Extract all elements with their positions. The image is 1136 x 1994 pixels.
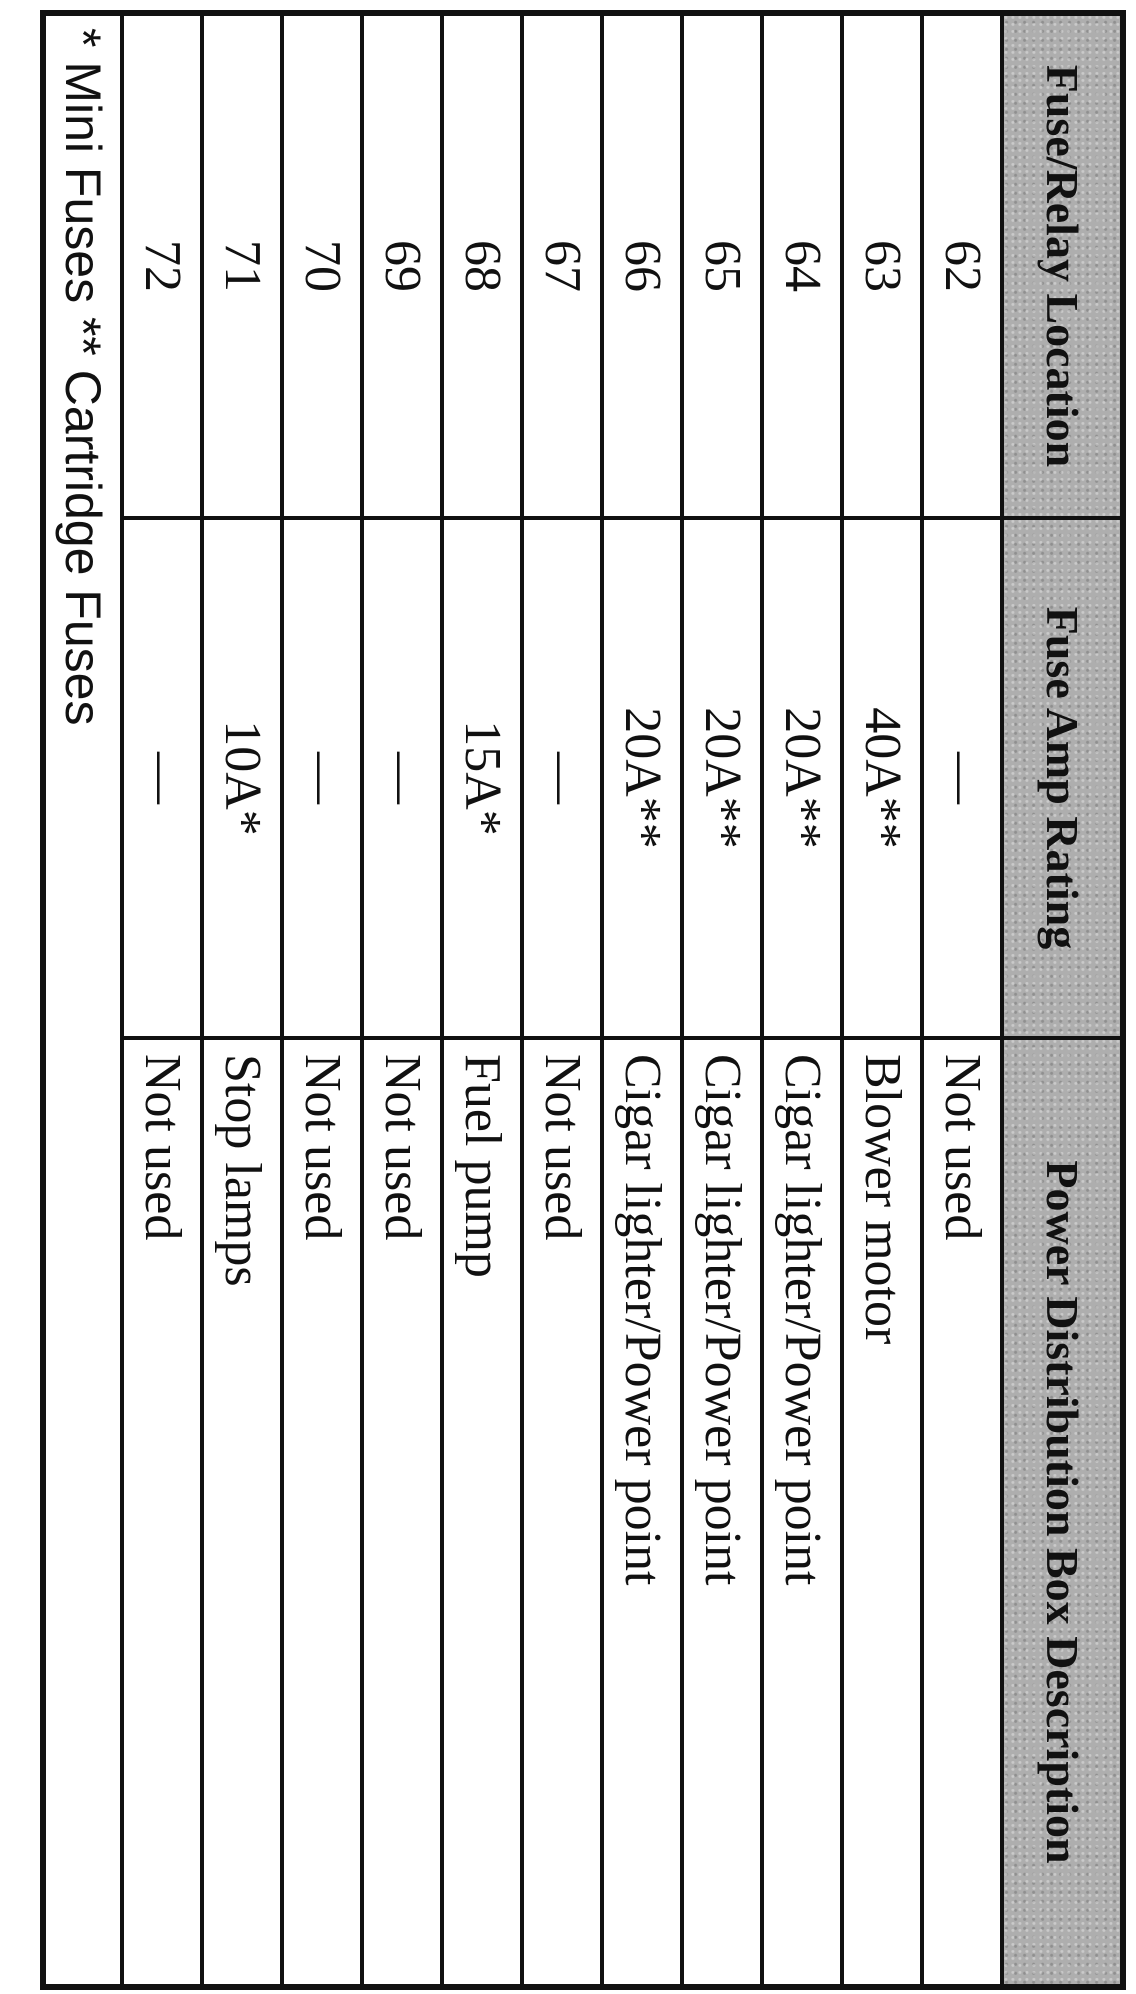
rating-cell: 20A** <box>682 518 762 1038</box>
footnote-row <box>43 13 122 1987</box>
description-cell: Stop lamps <box>202 1038 282 1987</box>
rating-cell: — <box>282 518 362 1038</box>
rating-cell: — <box>522 518 602 1038</box>
table-row <box>762 13 842 1987</box>
location-cell: 66 <box>602 13 682 518</box>
location-cell: 68 <box>442 13 522 518</box>
rating-cell: — <box>922 518 1002 1038</box>
location-cell: 71 <box>202 13 282 518</box>
column-header-description: Power Distribution Box Description <box>1002 1038 1123 1987</box>
table-row <box>922 13 1002 1987</box>
rating-cell: 20A** <box>762 518 842 1038</box>
rating-cell: 20A** <box>602 518 682 1038</box>
description-cell: Not used <box>522 1038 602 1987</box>
table-row <box>522 13 602 1987</box>
location-cell: 65 <box>682 13 762 518</box>
location-cell: 64 <box>762 13 842 518</box>
table-header-row <box>1002 13 1123 1987</box>
footnote-text: * Mini Fuses ** Cartridge Fuses <box>43 13 122 1987</box>
description-cell: Not used <box>922 1038 1002 1987</box>
table-row <box>122 13 202 1987</box>
table-row <box>682 13 762 1987</box>
table-row <box>202 13 282 1987</box>
description-cell: Cigar lighter/Power point <box>602 1038 682 1987</box>
description-cell: Not used <box>362 1038 442 1987</box>
column-header-rating: Fuse Amp Rating <box>1002 518 1123 1038</box>
description-cell: Cigar lighter/Power point <box>682 1038 762 1987</box>
table-row <box>362 13 442 1987</box>
description-cell: Blower motor <box>842 1038 922 1987</box>
column-header-location: Fuse/Relay Location <box>1002 13 1123 518</box>
table-row <box>842 13 922 1987</box>
location-cell: 72 <box>122 13 202 518</box>
description-cell: Not used <box>282 1038 362 1987</box>
rating-cell: 15A* <box>442 518 522 1038</box>
rating-cell: — <box>362 518 442 1038</box>
location-cell: 69 <box>362 13 442 518</box>
rating-cell: — <box>122 518 202 1038</box>
rating-cell: 40A** <box>842 518 922 1038</box>
rating-cell: 10A* <box>202 518 282 1038</box>
table-row <box>602 13 682 1987</box>
location-cell: 62 <box>922 13 1002 518</box>
location-cell: 70 <box>282 13 362 518</box>
fuse-table <box>40 10 1126 1990</box>
location-cell: 63 <box>842 13 922 518</box>
description-cell: Fuel pump <box>442 1038 522 1987</box>
location-cell: 67 <box>522 13 602 518</box>
table-row <box>442 13 522 1987</box>
description-cell: Not used <box>122 1038 202 1987</box>
description-cell: Cigar lighter/Power point <box>762 1038 842 1987</box>
table-row <box>282 13 362 1987</box>
